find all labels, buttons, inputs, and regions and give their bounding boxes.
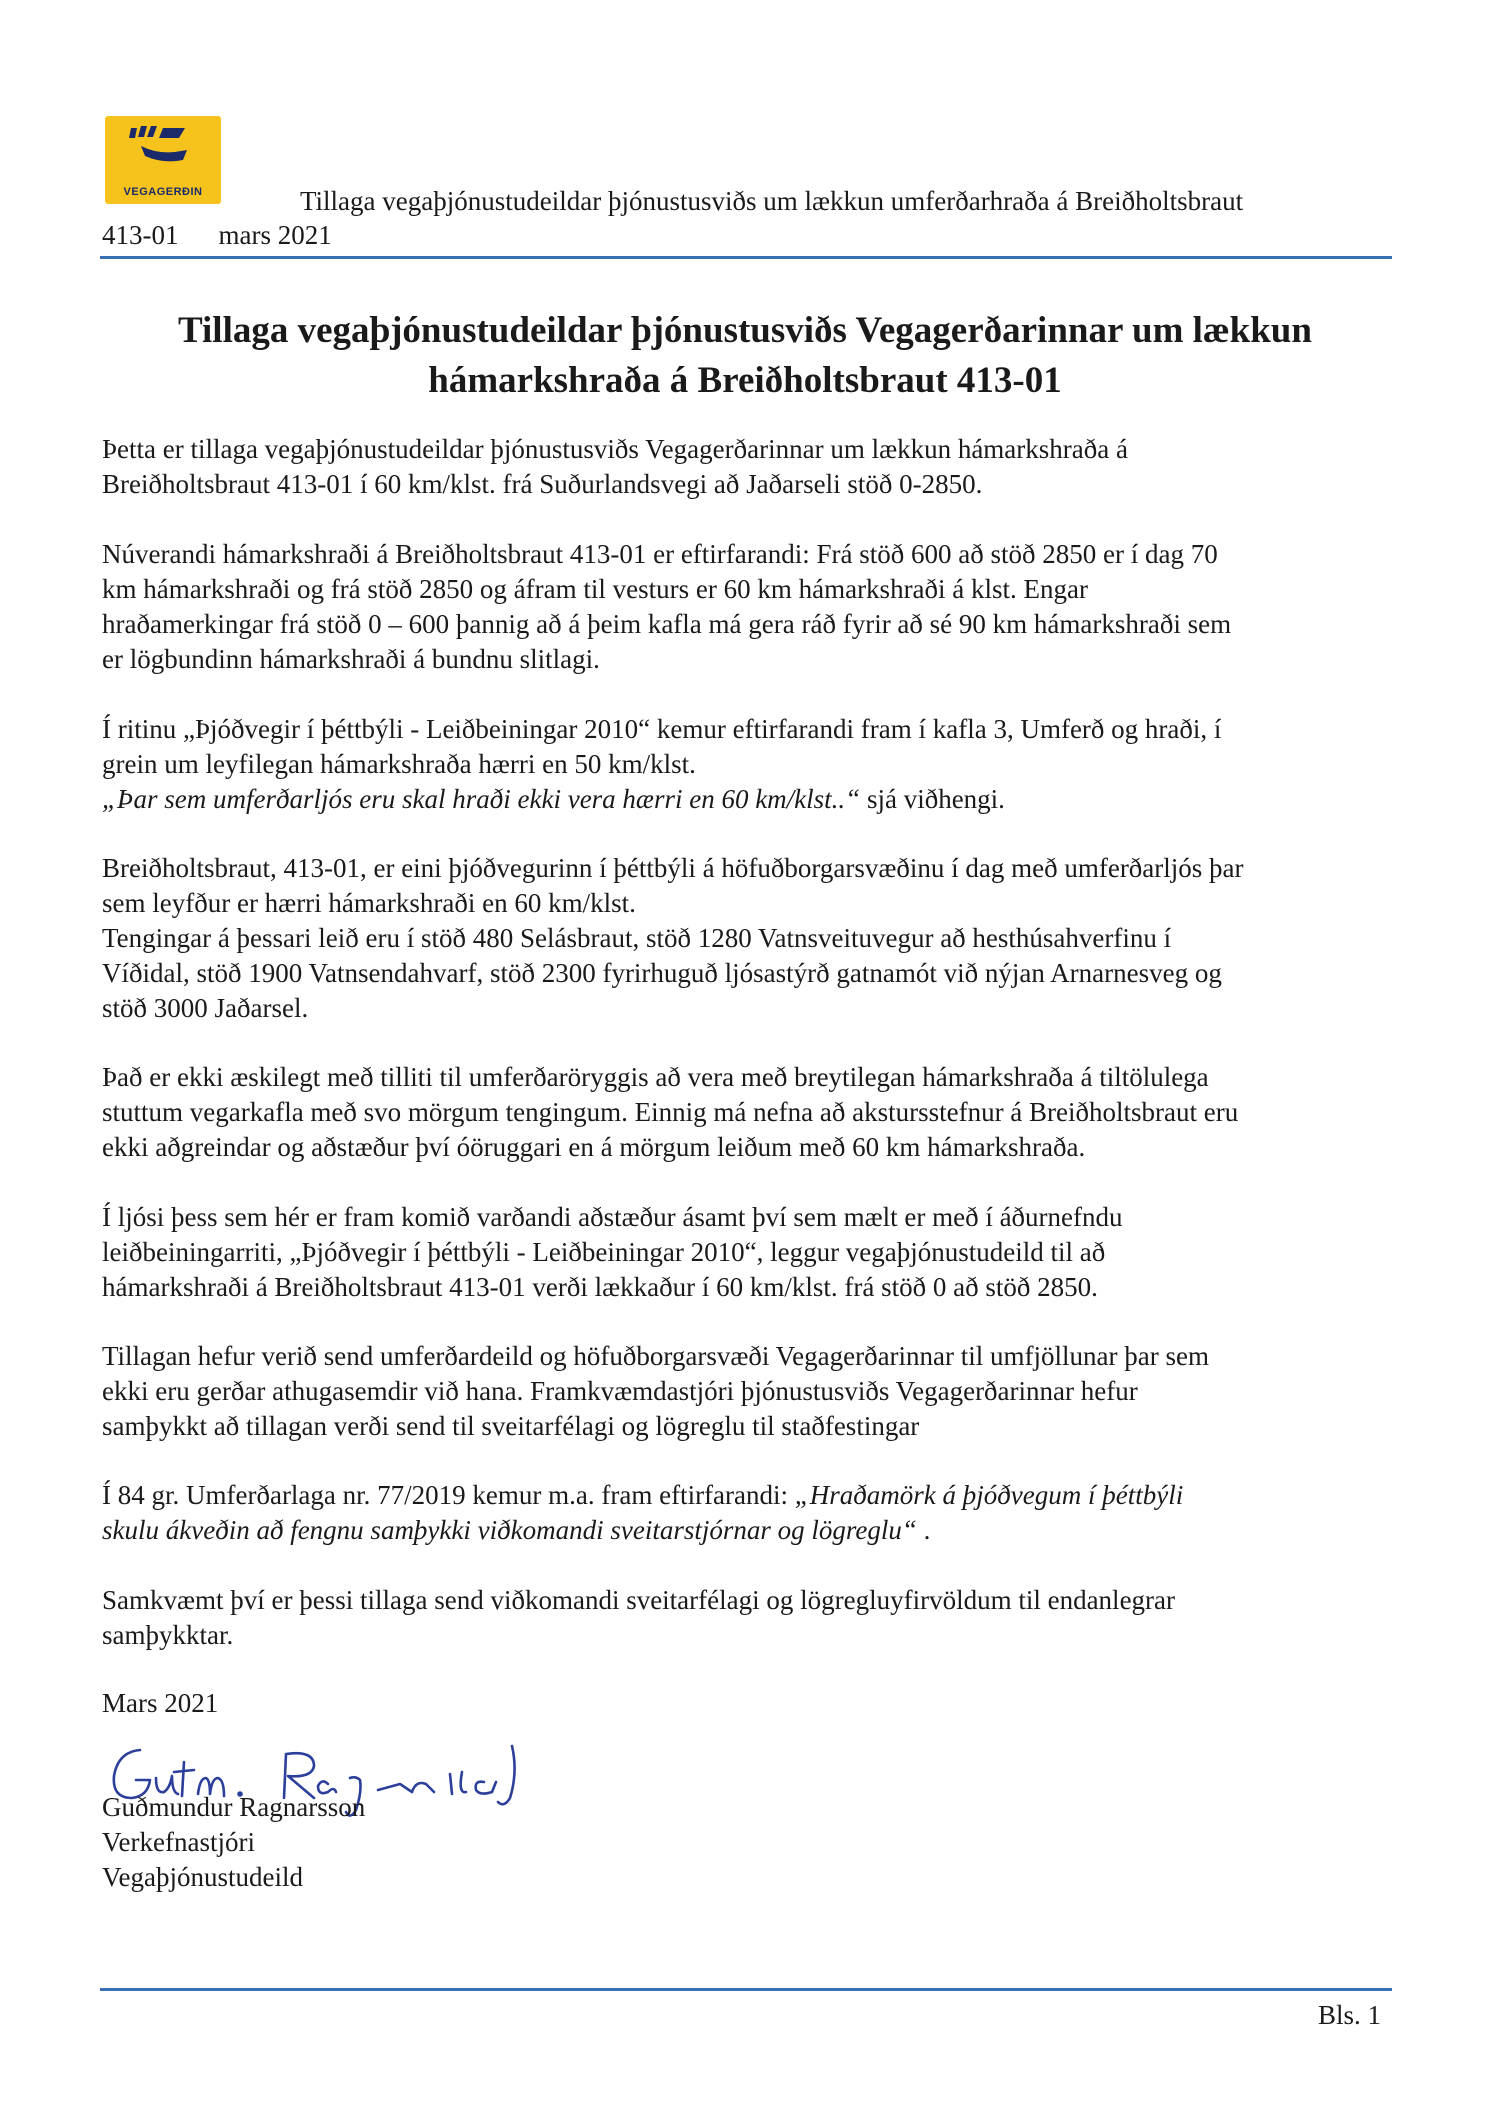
quote-line	[102, 782, 1392, 817]
text-line: Breiðholtsbraut, 413-01, er eini þjóðvegurinn í þéttbýli á höfuðborgarsvæðinu í dag með umferðarljós þar	[102, 853, 1244, 883]
text-line: Í ritinu „Þjóðvegir í þéttbýli - Leiðbeiningar 2010“ kemur eftirfarandi fram í kafla 3, Umferð og hraði, í	[102, 714, 1222, 744]
text-line: hraðamerkingar frá stöð 0 – 600 þannig að á þeim kafla má gera ráð fyrir að sé 90 km hámarkshraði sem	[102, 609, 1232, 639]
text-line: Víðidal, stöð 1900 Vatnsendahvarf, stöð 2300 fyrirhuguð ljósastýrð gatnamót við nýjan Arnarnesveg og	[102, 958, 1222, 988]
logo-text: VEGAGERÐIN	[123, 186, 203, 198]
document-title-line: hámarkshraða á Breiðholtsbraut 413-01	[428, 360, 1062, 401]
footer-divider	[100, 1988, 1392, 1991]
text-line: Tengingar á þessari leið eru í stöð 480 Selásbraut, stöð 1280 Vatnsveituvegur að hesthúsahverfinu í	[102, 923, 1172, 953]
law-quote-end: skulu ákveðin að fengnu samþykki viðkomandi sveitarstjórnar og lögreglu“	[102, 1515, 917, 1545]
text-line: Þetta er tillaga vegaþjónustudeildar þjónustusviðs Vegagerðarinnar um lækkun hámarkshraða á	[102, 434, 1128, 464]
vegagerdin-logo	[105, 116, 221, 204]
paragraph-7	[102, 1339, 1392, 1444]
paragraph-5	[102, 1060, 1392, 1165]
law-quote-start: „Hraðamörk á þjóðvegum í þéttbýli	[794, 1480, 1184, 1510]
text-line: Samkvæmt því er þessi tillaga send viðkomandi sveitarfélagi og lögregluyfirvöldum til endanlegrar	[102, 1585, 1176, 1615]
text-line: Núverandi hámarkshraði á Breiðholtsbraut 413-01 er eftirfarandi: Frá stöð 600 að stöð 2850 er í dag 70	[102, 539, 1218, 569]
text-line: er lögbundinn hámarkshraði á bundnu slitlagi.	[102, 644, 600, 674]
road-logo-icon	[123, 124, 203, 176]
document-title-line: Tillaga vegaþjónustudeildar þjónustusviðs Vegagerðarinnar um lækkun	[178, 310, 1312, 351]
header-divider	[100, 256, 1392, 259]
text-line	[102, 1513, 1392, 1548]
road-number: 413-01	[102, 220, 179, 250]
text-line: km hámarkshraði og frá stöð 2850 og áfram til vesturs er 60 km hámarkshraði á klst. Engar	[102, 574, 1089, 604]
text-line: stöð 3000 Jaðarsel.	[102, 993, 309, 1023]
text-line: hámarkshraði á Breiðholtsbraut 413-01 verði lækkaður í 60 km/klst. frá stöð 0 að stöð 2850.	[102, 1272, 1098, 1302]
signatory-department: Vegaþjónustudeild	[102, 1862, 303, 1892]
paragraph-4	[102, 851, 1392, 1026]
signatory-block	[102, 1790, 365, 1895]
law-quote-period: .	[916, 1515, 931, 1545]
paragraph-2	[102, 537, 1392, 677]
header-reference	[102, 220, 332, 251]
paragraph-3	[102, 712, 1392, 817]
text-line	[102, 1478, 1392, 1513]
signatory-role: Verkefnastjóri	[102, 1827, 255, 1857]
paragraph-9	[102, 1583, 1392, 1653]
text-line: Tillagan hefur verið send umferðardeild og höfuðborgarsvæði Vegagerðarinnar til umfjöllunar þar sem	[102, 1341, 1209, 1371]
text-line: samþykktar.	[102, 1620, 234, 1650]
signatory-name: Guðmundur Ragnarsson	[102, 1792, 366, 1822]
text-line: Það er ekki æskilegt með tilliti til umferðaröryggis að vera með breytilegan hámarkshraða á tiltölulega	[102, 1062, 1209, 1092]
header-date: mars 2021	[218, 220, 332, 250]
text-line: sem leyfður er hærri hámarkshraði en 60 km/klst.	[102, 888, 636, 918]
text-line: samþykkt að tillagan verði send til sveitarfélagi og lögreglu til staðfestingar	[102, 1411, 920, 1441]
text-line: leiðbeiningarriti, „Þjóðvegir í þéttbýli - Leiðbeiningar 2010“, leggur vegaþjónustudeild til að	[102, 1237, 1106, 1267]
document-title	[100, 306, 1390, 406]
text-line: ekki eru gerðar athugasemdir við hana. Framkvæmdastjóri þjónustusviðs Vegagerðarinnar hefur	[102, 1376, 1138, 1406]
quote-suffix: sjá viðhengi.	[860, 784, 1005, 814]
document-date: Mars 2021	[102, 1688, 219, 1718]
paragraph-1	[102, 432, 1392, 502]
quote-text: „Þar sem umferðarljós eru skal hraði ekki vera hærri en 60 km/klst..“	[102, 784, 861, 814]
paragraph-6	[102, 1200, 1392, 1305]
header-title: Tillaga vegaþjónustudeildar þjónustusviðs um lækkun umferðarhraða á Breiðholtsbraut	[300, 186, 1244, 216]
paragraph-8	[102, 1478, 1392, 1548]
text-line: stuttum vegarkafla með svo mörgum tengingum. Einnig má nefna að akstursstefnur á Breiðholtsbraut eru	[102, 1097, 1239, 1127]
text-line: Breiðholtsbraut 413-01 í 60 km/klst. frá Suðurlandsvegi að Jaðarseli stöð 0-2850.	[102, 469, 983, 499]
text-line: grein um leyfilegan hámarkshraða hærri en 50 km/klst.	[102, 749, 696, 779]
page-number: Bls. 1	[1318, 2000, 1382, 2030]
law-citation: Í 84 gr. Umferðarlaga nr. 77/2019 kemur m.a. fram eftirfarandi:	[102, 1480, 795, 1510]
text-line: ekki aðgreindar og aðstæður því óöruggari en á mörgum leiðum með 60 km hámarkshraða.	[102, 1132, 1086, 1162]
text-line: Í ljósi þess sem hér er fram komið varðandi aðstæður ásamt því sem mælt er með í áðurnefndu	[102, 1202, 1123, 1232]
